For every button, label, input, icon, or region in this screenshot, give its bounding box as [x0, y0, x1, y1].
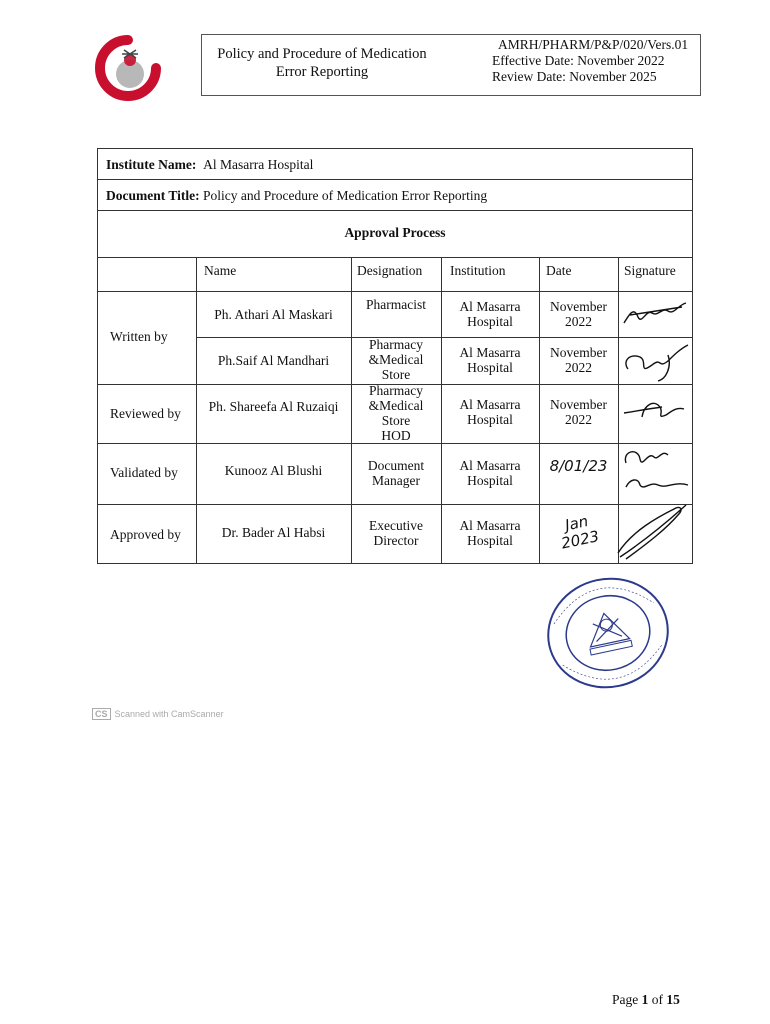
signature-row-4 — [614, 501, 694, 563]
approval-form — [97, 148, 693, 564]
table-row-3-designation: Document Manager — [367, 458, 425, 488]
signature-row-3 — [618, 443, 694, 501]
row-label-approved: Approved by — [110, 527, 181, 542]
hospital-logo-icon — [94, 34, 162, 102]
row-label-written: Written by — [110, 329, 168, 344]
table-row-3-name: Kunooz Al Blushi — [224, 463, 323, 478]
table-row-1-date: November 2022 — [550, 345, 607, 375]
col-header-name: Name — [204, 263, 237, 278]
col-header-institution: Institution — [450, 263, 506, 278]
doc-code: AMRH/PHARM/P&P/020/Vers.01 — [498, 37, 689, 52]
signature-row-0 — [620, 295, 690, 333]
col-header-signature: Signature — [624, 263, 676, 278]
col-header-designation: Designation — [357, 263, 423, 278]
table-row-3-institution: Al Masarra Hospital — [459, 458, 521, 488]
table-row-0-name: Ph. Athari Al Maskari — [214, 307, 333, 322]
table-row-2-institution: Al Masarra Hospital — [459, 397, 521, 427]
institute-name-field: Institute Name: Al Masarra Hospital — [106, 157, 314, 172]
table-row-3-date: 8/01/23 — [549, 457, 608, 475]
effective-date: Effective Date: November 2022 — [492, 53, 665, 68]
table-row-0-designation: Pharmacist — [366, 297, 426, 312]
table-row-4-name: Dr. Bader Al Habsi — [221, 525, 326, 540]
camscanner-icon: CS — [92, 708, 111, 720]
table-row-4-date: Jan 2023 — [559, 511, 601, 553]
row-label-validated: Validated by — [110, 465, 178, 480]
document-header — [201, 34, 701, 96]
table-row-2-date: November 2022 — [550, 397, 607, 427]
table-row-1-institution: Al Masarra Hospital — [459, 345, 521, 375]
table-row-2-designation: Pharmacy &Medical Store HOD — [368, 383, 424, 443]
table-row-1-name: Ph.Saif Al Mandhari — [217, 353, 330, 368]
table-row-0-institution: Al Masarra Hospital — [459, 299, 521, 329]
col-header-date: Date — [546, 263, 572, 278]
table-row-0-date: November 2022 — [550, 299, 607, 329]
camscanner-watermark: CS Scanned with CamScanner — [92, 708, 224, 720]
table-row-2-name: Ph. Shareefa Al Ruzaiqi — [208, 399, 339, 414]
header-title: Policy and Procedure of Medication Error Reporting — [217, 46, 427, 80]
document-title-field: Document Title: Policy and Procedure of Medication Error Reporting — [106, 188, 488, 203]
approval-heading: Approval Process — [344, 225, 446, 240]
review-date: Review Date: November 2025 — [492, 69, 657, 84]
quality-management-stamp-icon — [543, 573, 673, 693]
signature-row-1 — [618, 335, 694, 383]
row-label-reviewed: Reviewed by — [110, 406, 181, 421]
signature-row-2 — [618, 389, 690, 429]
table-row-1-designation: Pharmacy &Medical Store — [368, 337, 424, 382]
table-row-4-institution: Al Masarra Hospital — [459, 518, 521, 548]
table-row-4-designation: Executive Director — [369, 518, 423, 548]
page-number: Page 1 of 15 — [612, 992, 680, 1007]
header-meta — [492, 37, 688, 85]
